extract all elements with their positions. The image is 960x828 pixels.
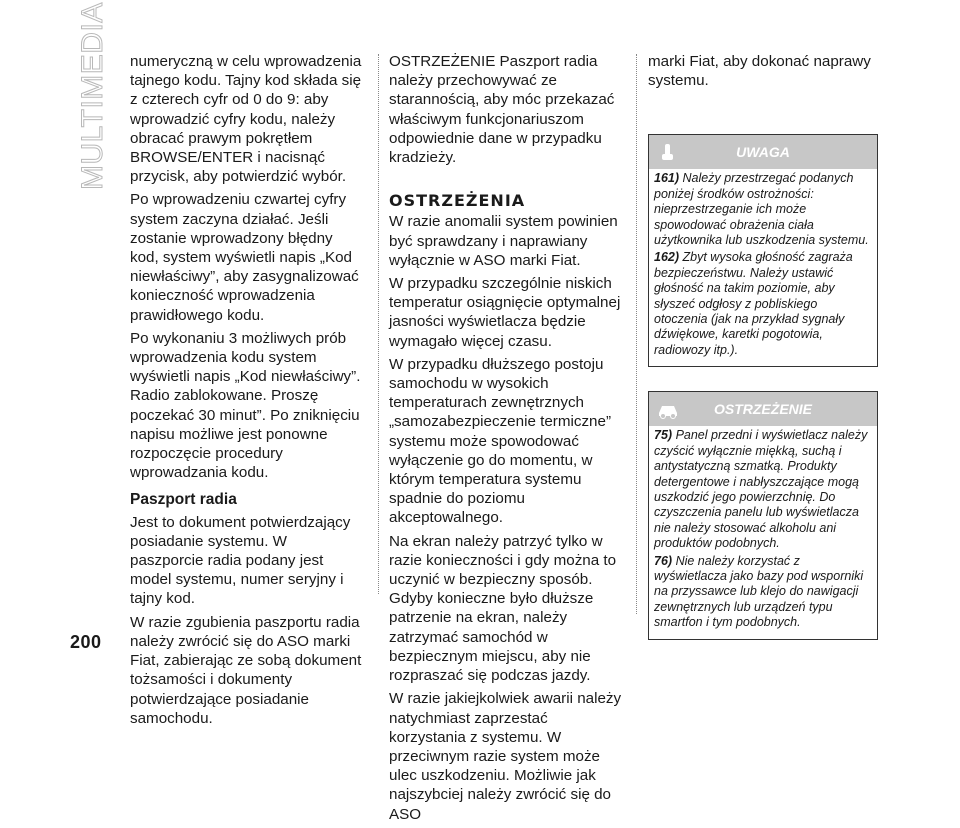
paragraph: W razie zgubienia paszportu radia należy zwrócić się do ASO marki Fiat, zabierając ze sobą dokument tożsamości i dokumenty potwierdzające posiadanie samochodu. [130,613,362,727]
caution-box-header [649,392,877,426]
car-caution-icon [655,396,681,422]
paragraph: Po wykonaniu 3 możliwych prób wprowadzenia kodu system wyświetli napis „Kod niewłaściwy”. Radio zablokowane. Proszę poczekać 30 minut”. Po zniknięciu napisu możliwe jest ponowne rozpoczęcie procedury wprowadzania kodu. [130,329,361,482]
warning-item-number: 162) [654,250,680,265]
paragraph: marki Fiat, aby dokonać naprawy systemu. [648,53,871,90]
caution-box-title: OSTRZEŻENIE [713,401,812,418]
caution-item-number: 75) [654,428,673,443]
warning-box-title: UWAGA [736,144,790,161]
warning-hand-icon [655,139,681,165]
warning-item-number: 161) [654,171,680,186]
paragraph: W razie anomalii system powinien być sprawdzany i naprawiany wyłącznie w ASO marki Fiat. [389,213,618,269]
column-divider [636,54,637,614]
caution-item-text: Nie należy korzystać z wyświetlacza jako bazy pod wsporniki na przyssawce lub klejo do nawigacji zewnętrznych lub urządzeń typu smartfon i tym podobnych. [654,553,864,630]
warning-item [654,250,872,358]
column-left [130,52,362,732]
section-title: MULTIMEDIA [76,2,109,190]
caution-item-text: Panel przedni i wyświetlacz należy czyścić wyłącznie miękką, suchą i antystatyczną szmatką. Produkty detergentowe i nabłyszczające mogą uszkodzić jego powierzchnię. Do czyszczenia panelu lub wyświetlacza nie należy stosować alkoholu ani produktów podobnych. [654,428,868,551]
column-middle [389,52,625,828]
page-number: 200 [70,632,102,652]
subheading-warnings: OSTRZEŻENIA [389,191,526,211]
caution-item [654,428,872,551]
warning-box [648,134,878,367]
subheading-radio-passport: Paszport radia [130,491,237,509]
paragraph: Jest to dokument potwierdzający posiadanie systemu. W paszporcie radia podany jest model systemu, numer seryjny i tajny kod. [130,513,351,608]
column-divider [378,54,379,594]
caution-item [654,554,872,631]
paragraph: numeryczną w celu wprowadzenia tajnego kodu. Tajny kod składa się z czterech cyfr od 0 do 9: aby wprowadzić cyfry kodu, należy obracać prawym pokrętłem BROWSE/ENTER i nacisnąć przycisk, aby potwierdzić wybór. [130,53,362,186]
warning-box-header [649,135,877,169]
paragraph: W przypadku szczególnie niskich temperatur osiągnięcie optymalnej jasności wyświetlacza będzie wymagało więcej czasu. [389,275,621,350]
caution-box [648,391,878,639]
paragraph: Na ekran należy patrzyć tylko w razie konieczności i gdy można to uczynić w bezpieczny sposób. Gdyby konieczne było dłuższe patrzenie na ekran, należy zatrzymać samochód w bezpiecznym miejscu, aby nie rozpraszać się podczas jazdy. [389,532,617,685]
warning-item-text: Zbyt wysoka głośność zagraża bezpieczeństwu. Należy ustawić głośność na takim poziomie, aby słyszeć odgłosy z pobliskiego otoczenia (jak na przykład sygnały dźwiękowe, karetki pogotowia, radiowozy itp.). [654,250,853,357]
paragraph: W przypadku dłuższego postoju samochodu w wysokich temperaturach zewnętrznych „samozabezpieczenie termiczne” systemu może spowodować wyłączenie go do momentu, w którym temperatura systemu spadnie do poziomu akceptowalnego. [389,355,611,527]
paragraph: W razie jakiejkolwiek awarii należy natychmiast zaprzestać korzystania z systemu. W przeciwnym razie system może ulec uszkodzeniu. Możliwie jak najszybciej należy zwrócić się do ASO [389,690,622,823]
caution-item-number: 76) [654,553,673,568]
warning-item-text: Należy przestrzegać podanych poniżej środków ostrożności: nieprzestrzeganie ich może spowodować obrażenia ciała użytkownika lub uszkodzenia systemu. [654,171,869,248]
column-right [648,52,878,640]
paragraph: Po wprowadzeniu czwartej cyfry system zaczyna działać. Jeśli zostanie wprowadzony błędny kod, system wyświetli napis „Kod niewłaściwy”, aby zasygnalizować konieczność wprowadzenia prawidłowego kodu. [130,191,359,324]
warning-item [654,171,872,248]
paragraph: OSTRZEŻENIE Paszport radia należy przechowywać ze starannością, aby móc przekazać właściwym funkcjonariuszom odpowiednie dane w przypadku kradzieży. [389,53,615,167]
